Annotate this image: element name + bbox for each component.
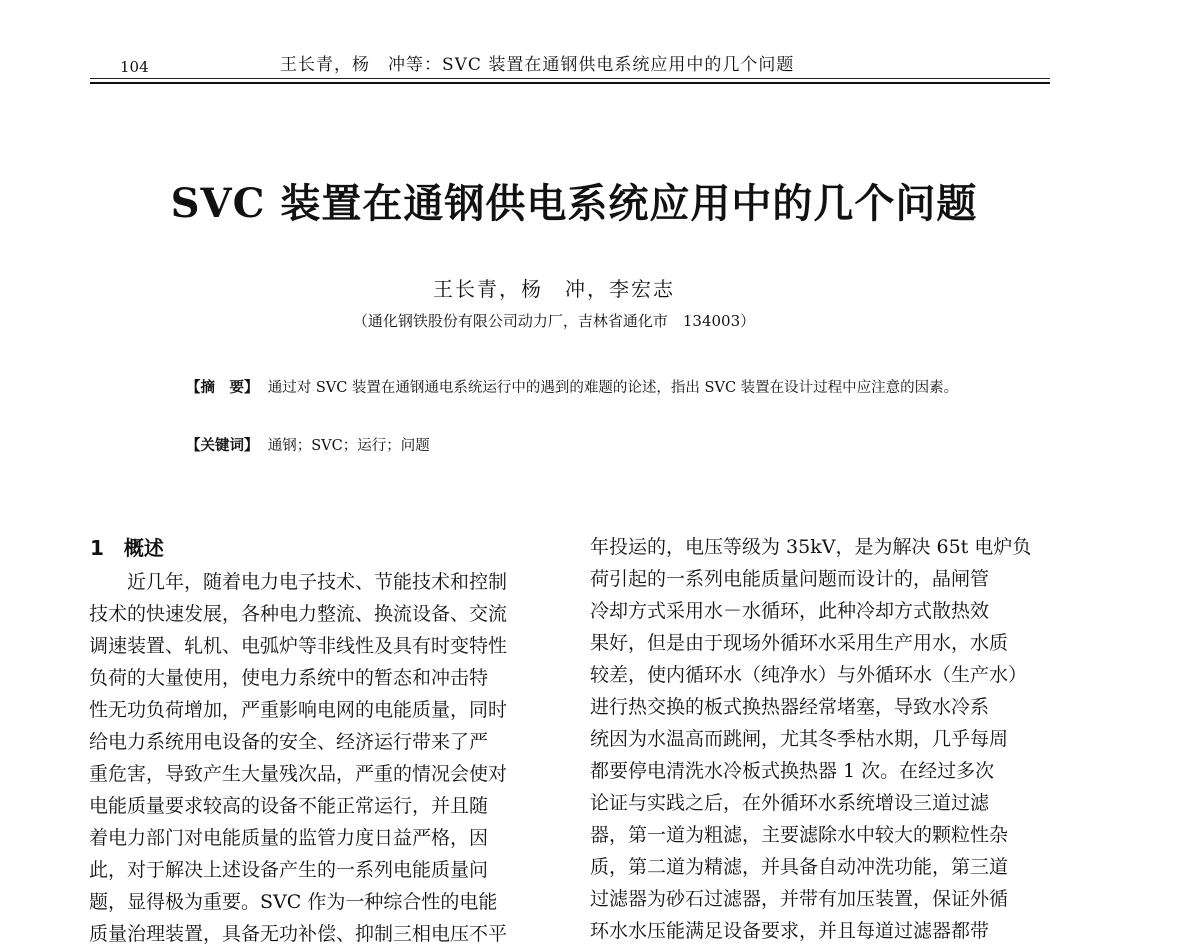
abstract-label: 【摘 要】 bbox=[186, 379, 259, 396]
body-line: 此，对于解决上述设备产生的一系列电能质量问 bbox=[89, 859, 489, 881]
body-line: 近几年，随着电力电子技术、节能技术和控制 bbox=[127, 571, 508, 593]
body-line: 质，第二道为精滤，并具备自动冲洗功能，第三道 bbox=[590, 856, 1009, 878]
right-column bbox=[590, 531, 1060, 947]
page-number: 104 bbox=[120, 58, 149, 76]
body-line: 荷引起的一系列电能质量问题而设计的，晶闸管 bbox=[590, 568, 990, 590]
abstract bbox=[160, 372, 1010, 404]
body-line: 性无功负荷增加，严重影响电网的电能质量，同时 bbox=[89, 699, 508, 721]
keywords-text: 通钢；SVC；运行；问题 bbox=[267, 438, 430, 454]
body-line: 题，显得极为重要。SVC 作为一种综合性的电能 bbox=[89, 891, 498, 913]
paper-title: SVC 装置在通钢供电系统应用中的几个问题 bbox=[170, 180, 978, 227]
running-title: 王长青，杨 冲等：SVC 装置在通钢供电系统应用中的几个问题 bbox=[280, 55, 795, 75]
authors: 王长青，杨 冲，李宏志 bbox=[433, 277, 675, 301]
body-line: 环水水压能满足设备要求，并且每道过滤器都带 bbox=[590, 920, 990, 942]
body-line: 着电力部门对电能质量的监管力度日益严格，因 bbox=[89, 827, 489, 849]
header-rule-thick bbox=[90, 82, 1050, 84]
keywords bbox=[186, 434, 430, 455]
body-line: 技术的快速发展，各种电力整流、换流设备、交流 bbox=[89, 603, 508, 625]
body-line: 冷却方式采用水－水循环，此种冷却方式散热效 bbox=[590, 600, 990, 622]
body-line: 论证与实践之后，在外循环水系统增设三道过滤 bbox=[590, 792, 990, 814]
body-line: 负荷的大量使用，使电力系统中的暂态和冲击特 bbox=[89, 667, 489, 689]
body-line: 重危害，导致产生大量残次品，严重的情况会使对 bbox=[89, 763, 508, 785]
body-line: 都要停电清洗水冷板式换热器 1 次。在经过多次 bbox=[590, 760, 995, 782]
affiliation: （通化钢铁股份有限公司动力厂，吉林省通化市 134003） bbox=[352, 312, 756, 330]
body-line: 给电力系统用电设备的安全、经济运行带来了严 bbox=[89, 731, 489, 753]
body-line: 电能质量要求较高的设备不能正常运行，并且随 bbox=[89, 795, 489, 817]
section-heading: 1 概述 bbox=[90, 536, 164, 560]
keywords-label: 【关键词】 bbox=[186, 437, 259, 454]
body-line: 过滤器为砂石过滤器，并带有加压装置，保证外循 bbox=[590, 888, 1009, 910]
abstract-text: 通过对 SVC 装置在通钢通电系统运行中的遇到的难题的论述，指出 SVC 装置在设计过程中应注意的因素。 bbox=[267, 380, 959, 396]
body-line: 年投运的，电压等级为 35kV，是为解决 65t 电炉负 bbox=[590, 536, 1032, 558]
body-line: 较差，使内循环水（纯净水）与外循环水（生产水） bbox=[590, 664, 1028, 686]
header-rule-thin bbox=[90, 78, 1050, 79]
left-column bbox=[89, 566, 549, 950]
body-line: 果好，但是由于现场外循环水采用生产用水，水质 bbox=[590, 632, 1009, 654]
body-line: 统因为水温高而跳闸，尤其冬季枯水期，几乎每周 bbox=[590, 728, 1009, 750]
body-line: 进行热交换的板式换热器经常堵塞，导致水冷系 bbox=[590, 696, 990, 718]
body-line: 器，第一道为粗滤，主要滤除水中较大的颗粒性杂 bbox=[590, 824, 1009, 846]
body-line: 调速装置、轧机、电弧炉等非线性及具有时变特性 bbox=[89, 635, 508, 657]
body-line: 质量治理装置，具备无功补偿、抑制三相电压不平 bbox=[89, 923, 508, 945]
